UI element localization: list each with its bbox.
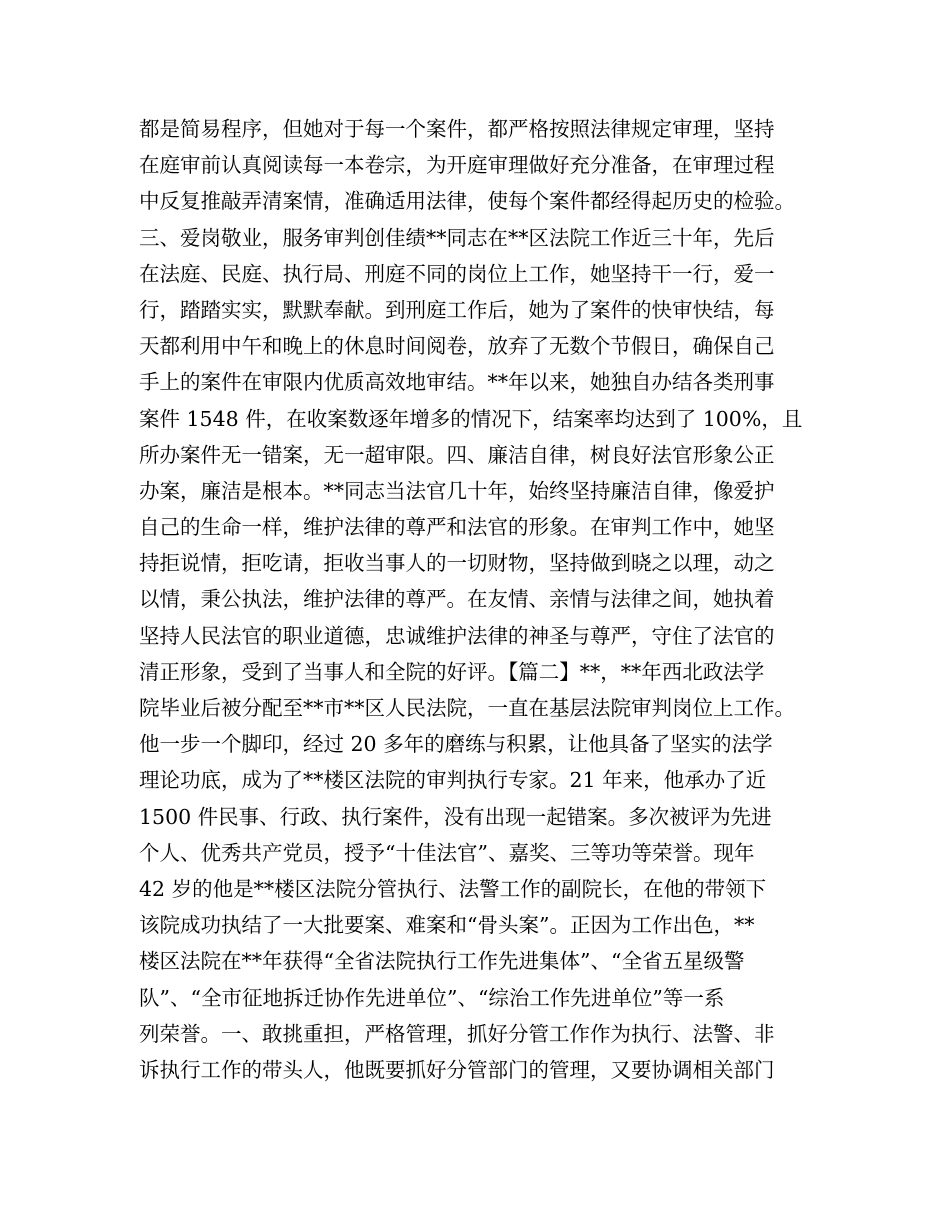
text-line: 42 岁的他是**楼区法院分管执行、法警工作的副院长，在他的带领下 bbox=[139, 876, 767, 901]
text-line: 持拒说情，拒吃请，拒收当事人的一切财物，坚持做到晓之以理，动之 bbox=[139, 551, 775, 576]
text-line: 个人、优秀共产党员，授予“十佳法官”、嘉奖、三等功等荣誉。现年 bbox=[139, 840, 755, 865]
text-line: 三、爱岗敬业，服务审判创佳绩**同志在**区法院工作近三十年，先后 bbox=[139, 225, 775, 250]
text-line: 该院成功执结了一大批要案、难案和“骨头案”。正因为工作出色，** bbox=[139, 913, 755, 938]
text-line: 诉执行工作的带头人，他既要抓好分管部门的管理，又要协调相关部门 bbox=[139, 1057, 775, 1082]
text-line: 1500 件民事、行政、执行案件，没有出现一起错案。多次被评为先进 bbox=[139, 804, 772, 829]
text-line: 办案，廉洁是根本。**同志当法官几十年，始终坚持廉洁自律，像爱护 bbox=[139, 478, 775, 503]
text-line: 在法庭、民庭、执行局、刑庭不同的岗位上工作，她坚持干一行，爱一 bbox=[139, 261, 775, 286]
text-line: 在庭审前认真阅读每一本卷宗，为开庭审理做好充分准备，在审理过程 bbox=[139, 153, 775, 178]
text-line: 列荣誉。一、敢挑重担，严格管理，抓好分管工作作为执行、法警、非 bbox=[139, 1021, 775, 1046]
text-line: 院毕业后被分配至**市**区人民法院，一直在基层法院审判岗位上工作。 bbox=[139, 696, 795, 720]
text-line: 所办案件无一错案，无一超审限。四、廉洁自律，树良好法官形象公正 bbox=[139, 442, 775, 467]
text-line: 天都利用中午和晚上的休息时间阅卷，放弃了无数个节假日，确保自己 bbox=[139, 334, 775, 359]
text-line: 楼区法院在**年获得“全省法院执行工作先进集体”、“全省五星级警 bbox=[139, 949, 745, 974]
text-line: 中反复推敲弄清案情，准确适用法律，使每个案件都经得起历史的检验。 bbox=[139, 189, 795, 214]
body-text bbox=[139, 111, 819, 1088]
text-line: 行，踏踏实实，默默奉献。到刑庭工作后，她为了案件的快审快结，每 bbox=[139, 297, 775, 322]
text-line: 案件 1548 件，在收案数逐年增多的情况下，结案率均达到了 100%，且 bbox=[139, 406, 803, 431]
text-line: 手上的案件在审限内优质高效地审结。**年以来，她独自办结各类刑事 bbox=[139, 370, 775, 395]
text-line: 都是简易程序，但她对于每一个案件，都严格按照法律规定审理，坚持 bbox=[139, 117, 775, 141]
text-line: 理论功底，成为了**楼区法院的审判执行专家。21 年来，他承办了近 bbox=[139, 768, 767, 793]
text-line: 自己的生命一样，维护法律的尊严和法官的形象。在审判工作中，她坚 bbox=[139, 515, 775, 540]
text-line: 坚持人民法官的职业道德，忠诚维护法律的神圣与尊严，守住了法官的 bbox=[139, 623, 775, 648]
text-line: 他一步一个脚印，经过 20 多年的磨练与积累，让他具备了坚实的法学 bbox=[139, 732, 773, 757]
text-line: 以情，秉公执法，维护法律的尊严。在友情、亲情与法律之间，她执着 bbox=[139, 587, 775, 612]
text-line: 清正形象，受到了当事人和全院的好评。【篇二】**，**年西北政法学 bbox=[139, 659, 765, 684]
text-line: 队”、“全市征地拆迁协作先进单位”、“综治工作先进单位”等一系 bbox=[139, 985, 725, 1010]
